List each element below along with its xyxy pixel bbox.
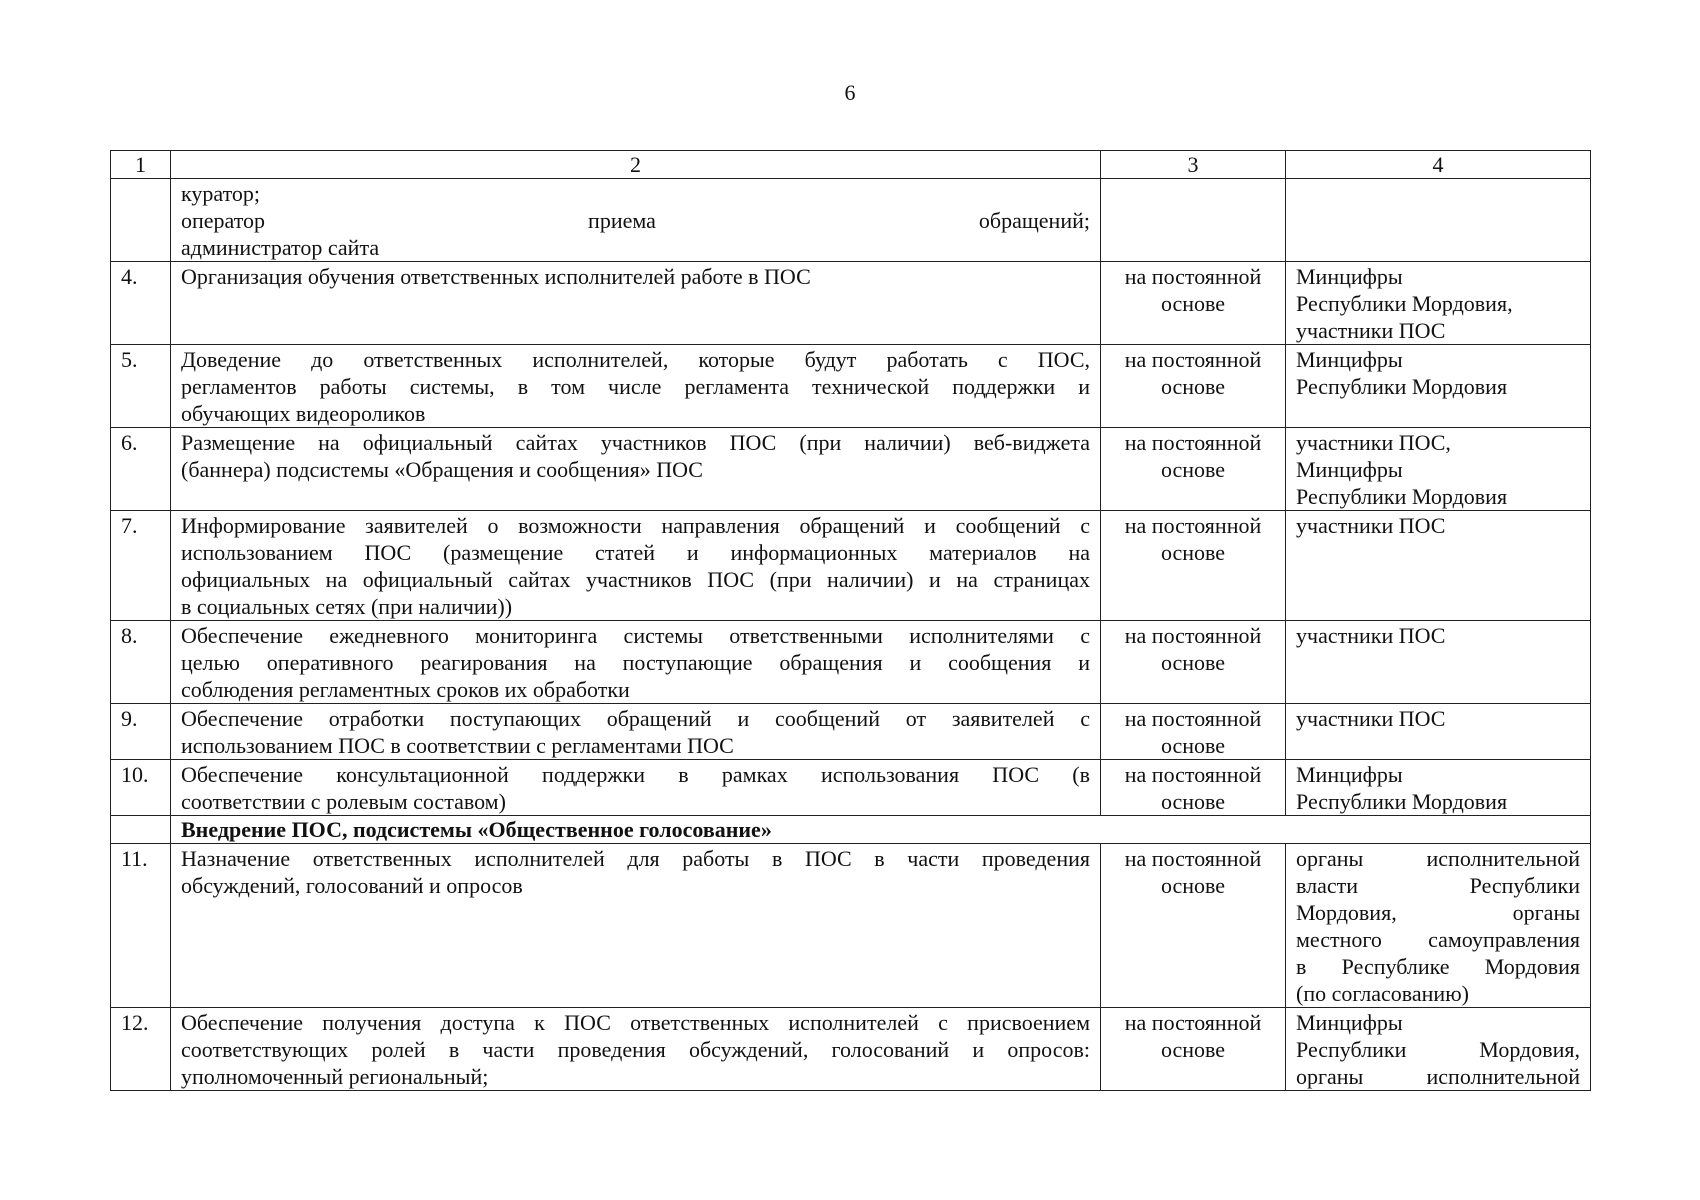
action-cell bbox=[171, 621, 1101, 704]
action-text-line: регламентов работы системы, в том числе регламента технической поддержки и bbox=[181, 374, 1090, 399]
section-title: Внедрение ПОС, подсистемы «Общественное голосование» bbox=[171, 816, 1591, 844]
section-heading-row bbox=[111, 816, 1591, 844]
action-text-line: Организация обучения ответственных исполнителей работе в ПОС bbox=[181, 264, 811, 289]
table-row bbox=[111, 511, 1591, 621]
header-col-3: 3 bbox=[1101, 151, 1286, 179]
row-number: 8. bbox=[111, 621, 171, 704]
action-text-line: Размещение на официальный сайтах участников ПОС (при наличии) веб-виджета bbox=[181, 430, 1090, 455]
period-cell bbox=[1101, 179, 1286, 262]
responsible-text-line: участники ПОС bbox=[1296, 513, 1446, 538]
row-number: 4. bbox=[111, 262, 171, 345]
action-text-line: куратор; bbox=[181, 181, 261, 206]
responsible-text-line: органы исполнительной bbox=[1296, 846, 1580, 871]
responsible-cell bbox=[1286, 428, 1591, 511]
responsible-cell bbox=[1286, 1008, 1591, 1091]
period-text-line: на постоянной bbox=[1124, 1010, 1262, 1035]
action-text-line: Обеспечение ежедневного мониторинга системы ответственными исполнителями с bbox=[181, 623, 1090, 648]
period-text-line: на постоянной bbox=[1124, 347, 1262, 372]
action-text-line: Информирование заявителей о возможности направления обращений и сообщений с bbox=[181, 513, 1090, 538]
action-cell bbox=[171, 428, 1101, 511]
action-text-line: обучающих видеороликов bbox=[181, 401, 426, 426]
action-cell bbox=[171, 760, 1101, 816]
page-number: 6 bbox=[844, 80, 856, 105]
responsible-text-line: Минцифры bbox=[1296, 457, 1403, 482]
action-cell bbox=[171, 704, 1101, 760]
period-text-line: основе bbox=[1160, 1037, 1226, 1062]
period-text-line: на постоянной bbox=[1124, 846, 1262, 871]
responsible-text-line: Минцифры bbox=[1296, 1010, 1403, 1035]
action-text-line: целью оперативного реагирования на поступающие обращения и сообщения и bbox=[181, 650, 1090, 675]
period-text-line: основе bbox=[1160, 374, 1226, 399]
responsible-text-line: Минцифры bbox=[1296, 264, 1403, 289]
responsible-cell bbox=[1286, 511, 1591, 621]
row-number: 12. bbox=[111, 1008, 171, 1091]
action-text-line: Назначение ответственных исполнителей для работы в ПОС в части проведения bbox=[181, 846, 1090, 871]
action-text-line: оператор приема обращений; bbox=[181, 208, 1090, 233]
period-cell bbox=[1101, 621, 1286, 704]
period-cell bbox=[1101, 428, 1286, 511]
period-cell bbox=[1101, 760, 1286, 816]
period-text-line: на постоянной bbox=[1124, 430, 1262, 455]
header-col-2: 2 bbox=[171, 151, 1101, 179]
row-number bbox=[111, 179, 171, 262]
period-text-line: на постоянной bbox=[1124, 762, 1262, 787]
period-text-line: основе bbox=[1160, 457, 1226, 482]
action-text-line: соответствии с ролевым составом) bbox=[181, 789, 506, 814]
row-number: 7. bbox=[111, 511, 171, 621]
responsible-text-line: Республики Мордовия bbox=[1296, 484, 1508, 509]
period-text-line: на постоянной bbox=[1124, 623, 1262, 648]
period-text-line: основе bbox=[1160, 873, 1226, 898]
action-text-line: Обеспечение консультационной поддержки в рамках использования ПОС (в bbox=[181, 762, 1090, 787]
section-number-cell bbox=[111, 816, 171, 844]
period-text-line: основе bbox=[1160, 733, 1226, 758]
action-cell bbox=[171, 179, 1101, 262]
table-row bbox=[111, 704, 1591, 760]
responsible-text-line: Минцифры bbox=[1296, 347, 1403, 372]
period-cell bbox=[1101, 262, 1286, 345]
period-text-line: на постоянной bbox=[1124, 513, 1262, 538]
responsible-cell bbox=[1286, 760, 1591, 816]
row-number: 9. bbox=[111, 704, 171, 760]
action-plan-table bbox=[110, 150, 1591, 1091]
row-number: 10. bbox=[111, 760, 171, 816]
responsible-text-line: в Республике Мордовия bbox=[1296, 954, 1580, 979]
responsible-cell bbox=[1286, 844, 1591, 1008]
responsible-cell bbox=[1286, 179, 1591, 262]
action-cell bbox=[171, 345, 1101, 428]
responsible-text-line: участники ПОС bbox=[1296, 318, 1446, 343]
responsible-text-line: Минцифры bbox=[1296, 762, 1403, 787]
responsible-text-line: органы исполнительной bbox=[1296, 1064, 1580, 1089]
table-row bbox=[111, 844, 1591, 1008]
action-text-line: соблюдения регламентных сроков их обработки bbox=[181, 677, 630, 702]
table-row bbox=[111, 179, 1591, 262]
table-row bbox=[111, 428, 1591, 511]
action-text-line: Обеспечение получения доступа к ПОС ответственных исполнителей с присвоением bbox=[181, 1010, 1090, 1035]
period-cell bbox=[1101, 511, 1286, 621]
action-text-line: уполномоченный региональный; bbox=[181, 1064, 489, 1089]
row-number: 11. bbox=[111, 844, 171, 1008]
action-text-line: в социальных сетях (при наличии)) bbox=[181, 594, 513, 619]
action-text-line: обсуждений, голосований и опросов bbox=[181, 873, 523, 898]
responsible-text-line: Республики Мордовия, bbox=[1296, 1037, 1580, 1062]
responsible-cell bbox=[1286, 704, 1591, 760]
responsible-text-line: участники ПОС bbox=[1296, 623, 1446, 648]
table-row bbox=[111, 760, 1591, 816]
responsible-cell bbox=[1286, 621, 1591, 704]
header-col-4: 4 bbox=[1286, 151, 1591, 179]
responsible-text-line: местного самоуправления bbox=[1296, 927, 1580, 952]
table-row bbox=[111, 621, 1591, 704]
action-cell bbox=[171, 1008, 1101, 1091]
responsible-text-line: Республики Мордовия bbox=[1296, 374, 1508, 399]
responsible-text-line: Мордовия, органы bbox=[1296, 900, 1580, 925]
period-cell bbox=[1101, 704, 1286, 760]
period-cell bbox=[1101, 844, 1286, 1008]
period-text-line: на постоянной bbox=[1124, 706, 1262, 731]
action-text-line: использованием ПОС в соответствии с регламентами ПОС bbox=[181, 733, 734, 758]
action-text-line: (баннера) подсистемы «Обращения и сообщения» ПОС bbox=[181, 457, 703, 482]
period-cell bbox=[1101, 345, 1286, 428]
responsible-text-line: Республики Мордовия bbox=[1296, 789, 1508, 814]
responsible-text-line: участники ПОС, bbox=[1296, 430, 1451, 455]
row-number: 6. bbox=[111, 428, 171, 511]
period-text-line: на постоянной bbox=[1124, 264, 1262, 289]
action-cell bbox=[171, 511, 1101, 621]
responsible-text-line: Республики Мордовия, bbox=[1296, 291, 1513, 316]
action-text-line: соответствующих ролей в части проведения обсуждений, голосований и опросов: bbox=[181, 1037, 1090, 1062]
table-row bbox=[111, 345, 1591, 428]
action-text-line: официальных на официальный сайтах участников ПОС (при наличии) и на страницах bbox=[181, 567, 1090, 592]
table-header-row bbox=[111, 151, 1591, 179]
action-cell bbox=[171, 844, 1101, 1008]
action-text-line: администратор сайта bbox=[181, 235, 380, 260]
table-row bbox=[111, 1008, 1591, 1091]
action-text-line: использованием ПОС (размещение статей и информационных материалов на bbox=[181, 540, 1090, 565]
responsible-cell bbox=[1286, 345, 1591, 428]
row-number: 5. bbox=[111, 345, 171, 428]
responsible-cell bbox=[1286, 262, 1591, 345]
responsible-text-line: (по согласованию) bbox=[1296, 981, 1469, 1006]
action-text-line: Доведение до ответственных исполнителей, которые будут работать с ПОС, bbox=[181, 347, 1090, 372]
period-text-line: основе bbox=[1160, 540, 1226, 565]
period-text-line: основе bbox=[1160, 650, 1226, 675]
period-cell bbox=[1101, 1008, 1286, 1091]
header-col-1: 1 bbox=[111, 151, 171, 179]
action-cell bbox=[171, 262, 1101, 345]
period-text-line: основе bbox=[1160, 291, 1226, 316]
period-text-line: основе bbox=[1160, 789, 1226, 814]
responsible-text-line: власти Республики bbox=[1296, 873, 1580, 898]
table-row bbox=[111, 262, 1591, 345]
action-text-line: Обеспечение отработки поступающих обращений и сообщений от заявителей с bbox=[181, 706, 1090, 731]
responsible-text-line: участники ПОС bbox=[1296, 706, 1446, 731]
